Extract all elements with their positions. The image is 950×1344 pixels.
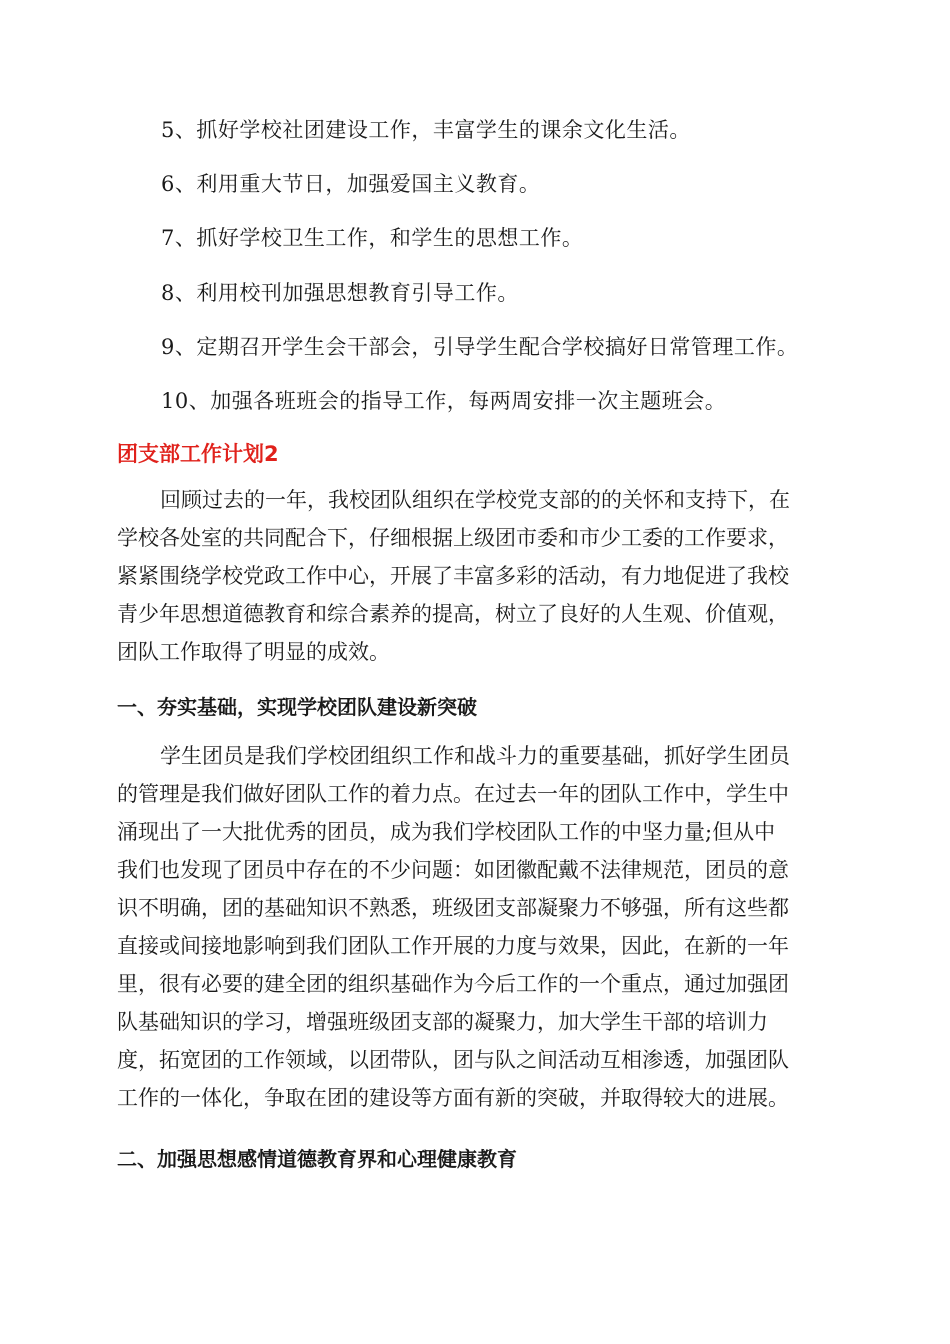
paragraph-line: 直接或间接地影响到我们团队工作开展的力度与效果，因此，在新的一年: [117, 934, 789, 958]
list-item: 7、抓好学校卫生工作，和学生的思想工作。: [161, 226, 584, 250]
paragraph-line: 紧紧围绕学校党政工作中心，开展了丰富多彩的活动，有力地促进了我校: [117, 564, 789, 588]
paragraph-line: 的管理是我们做好团队工作的着力点。在过去一年的团队工作中，学生中: [117, 782, 789, 806]
paragraph-line: 里，很有必要的建全团的组织基础作为今后工作的一个重点，通过加强团: [117, 972, 789, 996]
list-item: 6、利用重大节日，加强爱国主义教育。: [161, 172, 541, 196]
paragraph-line: 工作的一体化，争取在团的建设等方面有新的突破，并取得较大的进展。: [117, 1086, 789, 1110]
paragraph-line: 回顾过去的一年，我校团队组织在学校党支部的的关怀和支持下，在: [160, 488, 790, 512]
paragraph-line: 涌现出了一大批优秀的团员，成为我们学校团队工作的中坚力量;但从中: [117, 820, 776, 844]
paragraph-line: 队基础知识的学习，增强班级团支部的凝聚力，加大学生干部的培训力: [117, 1010, 768, 1034]
heading-1: 一、夯实基础，实现学校团队建设新突破: [117, 695, 477, 719]
paragraph-1: [117, 737, 833, 1117]
paragraph-line: 度，拓宽团的工作领域，以团带队，团与队之间活动互相渗透，加强团队: [117, 1048, 789, 1072]
section-title: 团支部工作计划2: [117, 442, 279, 466]
heading-2: 二、加强思想感情道德教育界和心理健康教育: [117, 1147, 517, 1171]
paragraph-line: 青少年思想道德教育和综合素养的提高，树立了良好的人生观、价值观，: [117, 602, 789, 626]
paragraph-line: 我们也发现了团员中存在的不少问题：如团徽配戴不法律规范，团员的意: [117, 858, 789, 882]
paragraph-line: 学生团员是我们学校团组织工作和战斗力的重要基础，抓好学生团员: [160, 744, 790, 768]
list-item: 9、定期召开学生会干部会，引导学生配合学校搞好日常管理工作。: [161, 335, 799, 359]
paragraph-line: 识不明确，团的基础知识不熟悉，班级团支部凝聚力不够强，所有这些都: [117, 896, 789, 920]
list-item: 8、利用校刊加强思想教育引导工作。: [161, 281, 519, 305]
list-item: 10、加强各班班会的指导工作，每两周安排一次主题班会。: [161, 389, 727, 413]
paragraph-line: 学校各处室的共同配合下，仔细根据上级团市委和市少工委的工作要求，: [117, 526, 789, 550]
paragraph-line: 团队工作取得了明显的成效。: [117, 640, 390, 664]
list-item: 5、抓好学校社团建设工作，丰富学生的课余文化生活。: [161, 118, 691, 142]
intro-paragraph: [117, 481, 833, 671]
